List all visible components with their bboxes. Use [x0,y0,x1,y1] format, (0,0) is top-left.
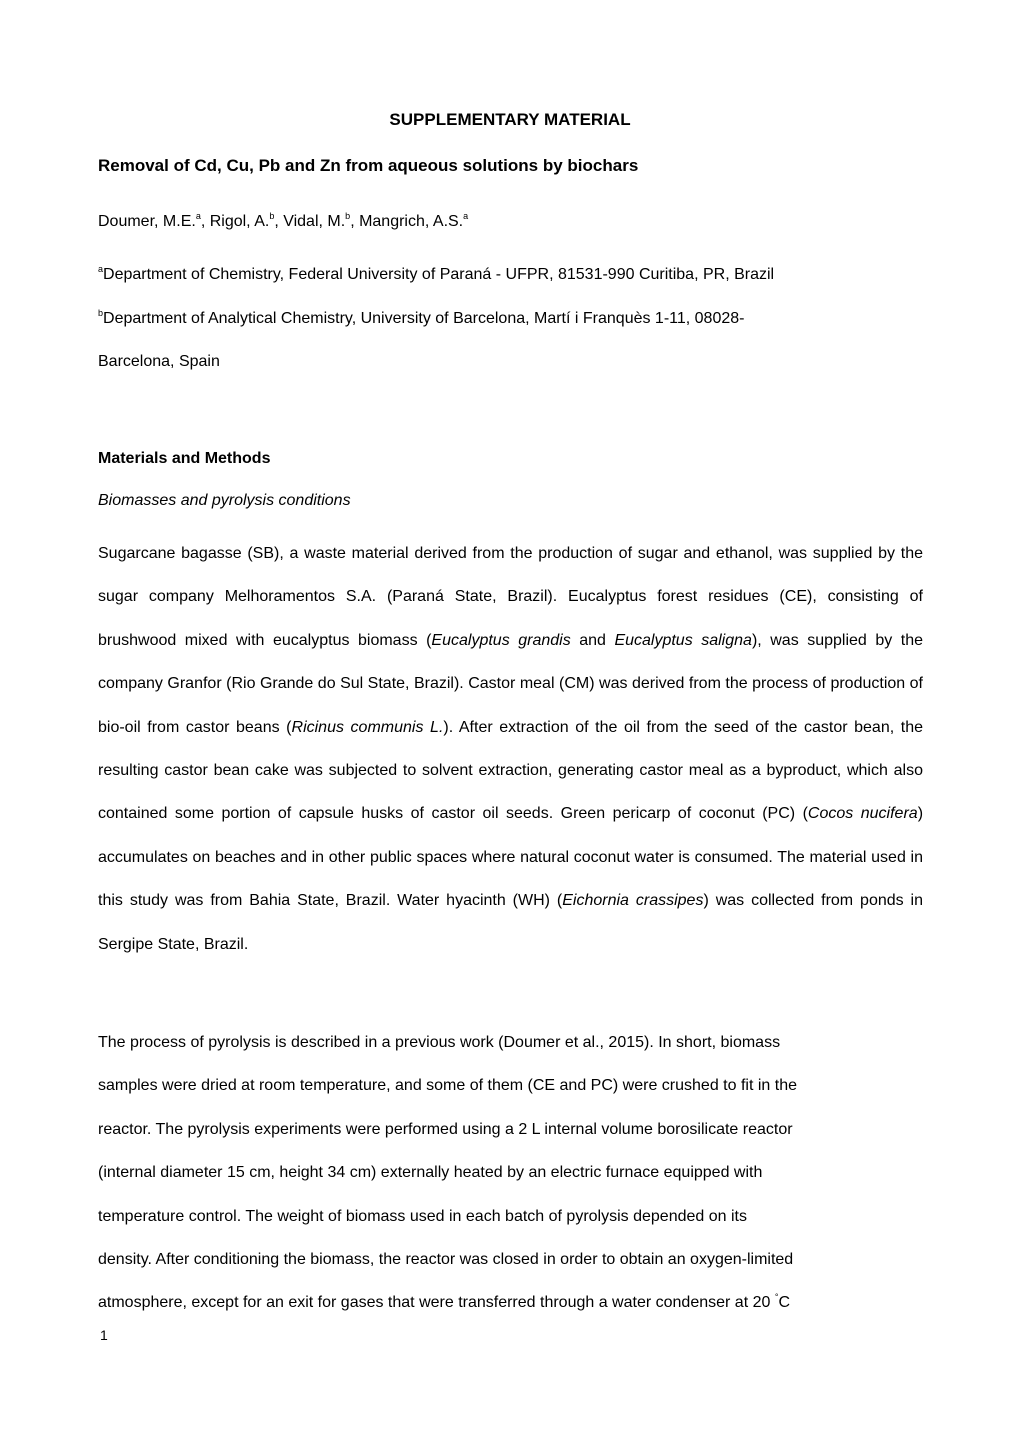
affiliation-mark: a [463,211,469,221]
paragraph-line: density. After conditioning the biomass, the reactor was closed in order to obtain an oxygen-limited [98,1251,794,1269]
author-name: Rigol, A. [209,213,270,230]
paragraph-text: ) was collected from ponds in Sergipe State, Brazil. [98,892,924,953]
paragraph-line: temperature control. The weight of biomass used in each batch of pyrolysis depended on its [98,1207,747,1225]
paragraph-text: ) accumulates on beaches and in other public spaces where natural coconut water is consumed. The material used in this study was from Bahia State, Brazil. Water hyacinth (WH) ( [98,805,924,910]
section-heading: Materials and Methods [98,450,271,467]
paper-title: Removal of Cd, Cu, Pb and Zn from aqueous solutions by biochars [98,156,639,175]
species-name: Ricinus communis L. [291,718,444,736]
species-name: Eucalyptus saligna [614,631,752,649]
affiliation-text: Department of Analytical Chemistry, University of Barcelona, Martí i Franquès 1-11, 08028- [103,310,745,327]
author-list [98,213,468,231]
species-name: Eichornia crassipes [562,892,704,910]
paragraph-line: (internal diameter 15 cm, height 34 cm) externally heated by an electric furnace equipped with [98,1164,763,1182]
species-name: Eucalyptus grandis [431,631,571,649]
page-number: 1 [100,1327,108,1343]
subsection-heading: Biomasses and pyrolysis conditions [98,492,351,509]
author-name: Mangrich, A.S. [359,213,464,230]
paragraph-text: and [570,631,615,649]
affiliation-mark: b [345,211,351,221]
species-name: Cocos nucifera [807,805,918,823]
paragraph-line: reactor. The pyrolysis experiments were performed using a 2 L internal volume borosilicate reactor [98,1120,793,1138]
paragraph-line [98,1281,928,1324]
author-name: Vidal, M. [283,213,346,230]
author-name: Doumer, M.E. [98,213,196,230]
body-paragraph-biomasses [98,532,923,966]
body-paragraph-pyrolysis [98,1021,928,1325]
degree-symbol: ° [774,1292,779,1303]
affiliation-a [98,266,774,284]
line-text: atmosphere, except for an exit for gases that were transferred through a water condenser at 20 [98,1294,775,1312]
paragraph-text: ). After extraction of the oil from the seed of the castor bean, the resulting castor bean cake was subjected to solvent extraction, generating castor meal as a byproduct, which also contained some portion of capsule husks of castor oil seeds. Green pericarp of coconut (PC) ( [98,718,923,823]
affiliation-mark: b [269,211,275,221]
paragraph-line: samples were dried at room temperature, and some of them (CE and PC) were crushed to fit in the [98,1077,797,1095]
supplementary-title: SUPPLEMENTARY MATERIAL [389,110,631,129]
author-separator: , [274,213,284,230]
paragraph-text: Sugarcane bagasse (SB), a waste material derived from the production of sugar and ethanol, was supplied by the sugar company Melhoramentos S.A. (Paraná State, Brazil). Eucalyptus forest residues (CE), consisting of brushwood mixed with eucalyptus biomass ( [98,545,923,649]
author-separator: , [350,213,360,230]
paragraph-line: The process of pyrolysis is described in a previous work (Doumer et al., 2015). In short, biomass [98,1034,781,1051]
affiliation-mark: a [195,211,201,221]
affiliation-mark: b [98,308,104,318]
author-separator: , [200,213,210,230]
affiliation-mark: a [98,264,104,274]
paragraph-text: ), was supplied by the company Granfor (Rio Grande do Sul State, Brazil). Castor meal (CM) was derived from the process of production of bio-oil from castor beans ( [98,631,923,736]
affiliation-text: Department of Chemistry, Federal University of Paraná - UFPR, 81531-990 Curitiba, PR, Brazil [103,266,775,283]
affiliation-b-continued: Barcelona, Spain [98,353,220,370]
unit-text: C [778,1294,790,1312]
affiliation-b [98,310,744,328]
